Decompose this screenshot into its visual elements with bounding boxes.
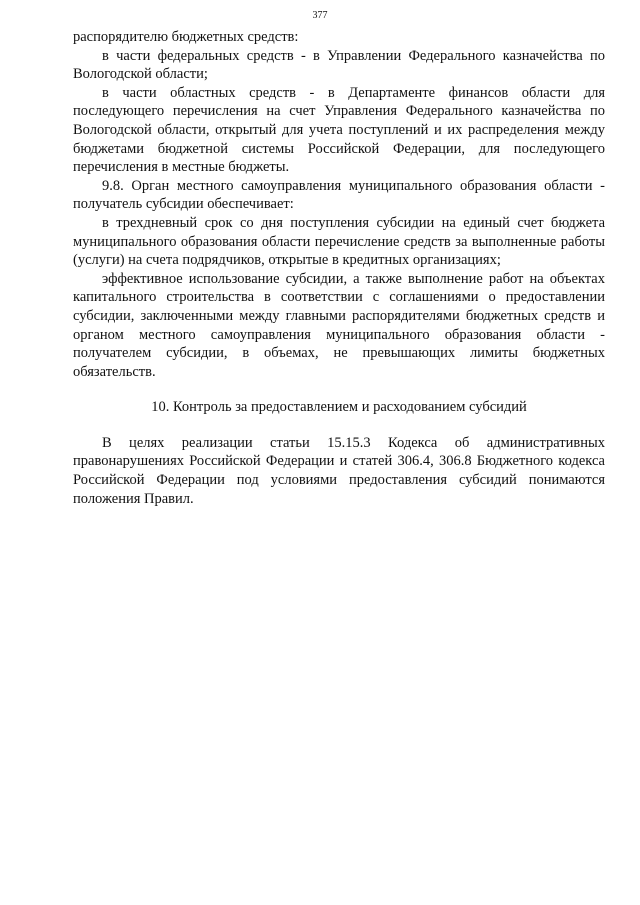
paragraph-effective-use: эффективное использование субсидии, а также выполнение работ на объектах капитального строительства в соответствии с соглашениями о предоставлении субсидии, заключенными между главными распорядителями бюджетных средств и органом местного самоуправления муниципального образования области - получателем субсидии, в объемах, не превышающих лимиты бюджетных обязательств. [73,270,605,380]
paragraph-control-conditions: В целях реализации статьи 15.15.3 Кодекса об административных правонарушениях Российской Федерации и статей 306.4, 306.8 Бюджетного кодекса Российской Федерации под условиями предоставления субсидий понимаются положения Правил. [73,434,605,507]
paragraph-9-8: 9.8. Орган местного самоуправления муниципального образования области - получатель субсидии обеспечивает: [73,177,605,213]
paragraph-federal-funds: в части федеральных средств - в Управлении Федерального казначейства по Вологодской области; [73,47,605,83]
page-number: 377 [312,10,328,21]
document-body [73,28,605,508]
section-heading-10: 10. Контроль за предоставлением и расходованием субсидий [151,399,527,416]
paragraph-continuation: распорядителю бюджетных средств: [73,29,299,45]
paragraph-three-day-transfer: в трехдневный срок со дня поступления субсидии на единый счет бюджета муниципального образования области перечисление средств за выполненные работы (услуги) на счета подрядчиков, открытые в кредитных организациях; [73,214,605,269]
paragraph-regional-funds: в части областных средств - в Департаменте финансов области для последующего перечисления на счет Управления Федерального казначейства по Вологодской области, открытый для учета поступлений и их распределения между бюджетами бюджетной системы Российской Федерации, для последующего перечисления в местные бюджеты. [73,84,605,176]
